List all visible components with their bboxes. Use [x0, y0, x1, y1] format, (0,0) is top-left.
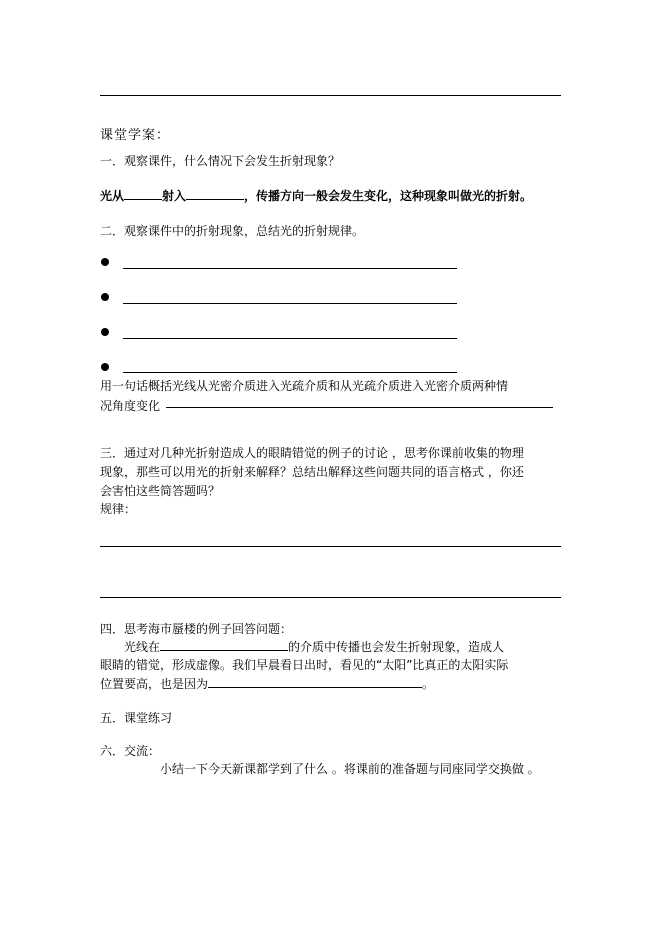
answer-line-1[interactable] [123, 268, 457, 269]
q4-line-1 [124, 638, 504, 655]
bullet-icon [101, 293, 109, 301]
q1-text-2: 射入 [162, 189, 187, 203]
q4-text-1a: 光线在 [124, 640, 161, 654]
q4-line-2: 眼睛的错觉，形成虚像。我们早晨看日出时，看见的“太阳”比真正的太阳实际 [100, 658, 509, 672]
q1-blank-2[interactable] [186, 188, 244, 200]
section-title: 课堂学案： [100, 128, 171, 143]
q4-heading: 四．思考海市蜃楼的例子回答问题： [100, 622, 293, 636]
bullet-icon [101, 328, 109, 336]
top-rule [100, 95, 561, 96]
q4-text-3b: 。 [422, 677, 435, 691]
q2-summary-blank[interactable] [166, 407, 553, 408]
q4-blank-2[interactable] [208, 676, 422, 688]
q3-line-2: 现象，那些可以用光的折射来解释？总结出解释这些问题共同的语言格式 ，你还 [100, 465, 524, 479]
q4-text-3a: 位置要高，也是因为 [100, 677, 209, 691]
q2-heading: 二．观察课件中的折射现象，总结光的折射规律。 [100, 224, 365, 238]
q4-line-3 [100, 675, 434, 692]
q4-text-1b: 的介质中传播也会发生折射现象，造成人 [288, 640, 505, 654]
q3-line-1: 三．通过对几种光折射造成人的眼睛错觉的例子的讨论 ，思考你课前收集的物理 [100, 446, 524, 460]
q6-heading: 六．交流： [100, 744, 161, 758]
q1-text-3: ，传播方向一般会发生变化，这种现象叫做光的折射。 [244, 189, 533, 203]
q1-heading: 一．观察课件，什么情况下会发生折射现象？ [100, 154, 341, 168]
q3-answer-line-2[interactable] [100, 597, 561, 598]
q1-blank-1[interactable] [124, 188, 162, 200]
q3-rule-label: 规律： [100, 502, 137, 516]
answer-line-2[interactable] [123, 303, 457, 304]
q4-blank-1[interactable] [160, 639, 288, 651]
q2-summary-line-2: 况角度变化 [100, 399, 161, 413]
q1-text-1: 光从 [100, 189, 125, 203]
q6-body: 小结一下今天新课都学到了什么 。将课前的准备题与同座同学交换做 。 [160, 762, 540, 776]
q1-fill-sentence [100, 187, 532, 204]
q2-summary-line-1: 用一句话概括光线从光密介质进入光疏介质和从光疏介质进入光密介质两种情 [100, 379, 509, 393]
answer-line-3[interactable] [123, 338, 457, 339]
q3-answer-line-1[interactable] [100, 546, 561, 547]
bullet-icon [101, 363, 109, 371]
q3-line-3: 会害怕这些简答题吗？ [100, 484, 221, 498]
answer-line-4[interactable] [123, 372, 457, 373]
bullet-icon [101, 258, 109, 266]
q5-heading: 五．课堂练习 [100, 711, 173, 725]
